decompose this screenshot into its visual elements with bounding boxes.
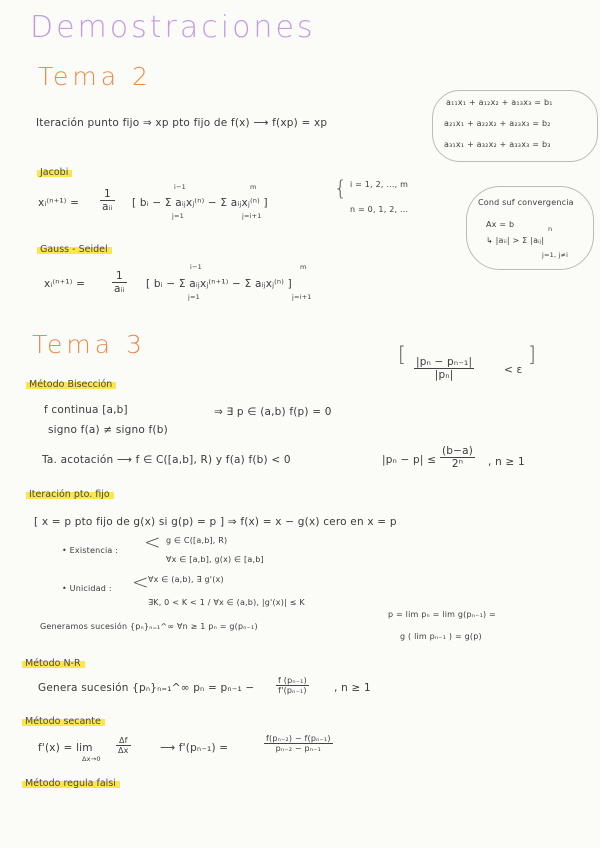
iteracion-label: Iteración pto. fijo [26,488,114,500]
acot-den: 2ⁿ [451,458,464,470]
unicidad-label: • Unicidad : [62,584,112,593]
bis-signo: signo f(a) ≠ signo f(b) [48,424,168,436]
nr-num: f (pₙ₋₁) [278,676,307,685]
jacobi-body: [ bᵢ − Σ aᵢⱼxⱼ⁽ⁿ⁾ − Σ aᵢⱼxⱼ⁽ⁿ⁾ ] [132,197,268,209]
gauss-frac-den: aᵢᵢ [114,283,125,295]
tema2-heading: Tema 2 [38,62,152,91]
existencia-1: g ∈ C([a,b], R) [166,536,228,545]
stop-den: |pₙ| [434,369,454,381]
stop-bracket-right: ] [528,342,536,366]
jacobi-cond-n: n = 0, 1, 2, ... [350,205,409,214]
system-eq-1: a₁₁x₁ + a₁₂x₂ + a₁₃x₃ = b₁ [446,98,553,107]
jacobi-cond-i: i = 1, 2, ..., m [350,180,409,189]
jacobi-sum2-top: m [250,183,257,191]
regula-falsi-label: Método regula falsi [22,777,120,789]
cond-line2: ↳ |aᵢᵢ| > Σ |aᵢⱼ| [486,236,545,245]
jacobi-fraction [100,188,115,213]
bis-implies: ⇒ ∃ p ∈ (a,b) f(p) = 0 [214,406,332,418]
cond-sum-bot: j=1, j≠i [542,251,569,259]
generamos-line: Generamos sucesión {pₙ}ₙ₌₁^∞ ∀n ≥ 1 pₙ = g(pₙ₋₁) [40,622,258,631]
bis-continua: f continua [a,b] [44,404,128,416]
iteracion-punto-fijo-line: Iteración punto fijo ⇒ xp pto fijo de f(x) ⟶ f(xp) = xp [36,117,328,129]
acot-num: (b−a) [442,445,474,457]
secante-delta-fraction [116,736,131,755]
page-title: Demostraciones [30,10,316,45]
sec-num: f(pₙ₋₂) − f(pₙ₋₁) [266,734,331,743]
stop-criterion-fraction [414,356,474,381]
unicidad-brace: < [132,570,149,594]
jacobi-label: Jacobi [37,166,72,178]
jacobi-frac-num: 1 [100,188,115,201]
acotacion-line: Ta. acotación ⟶ f ∈ C([a,b], R) y f(a) f(b) < 0 [42,454,291,466]
gauss-seidel-label: Gauss - Seidel [37,243,112,255]
secante-fraction [264,734,333,753]
acotacion-fraction [440,445,475,470]
nr-cond: , n ≥ 1 [334,682,371,694]
iteracion-definition: [ x = p pto fijo de g(x) si g(p) = p ] ⇒ f(x) = x − g(x) cero en x = p [34,516,397,528]
limit-line-2: g ( lim pₙ₋₁ ) = g(p) [400,632,482,641]
jacobi-sum2-bot: j=i+1 [242,212,262,220]
nr-fraction [276,676,309,695]
secante-lim-sub: Δx→0 [82,755,101,763]
gauss-sum2-bot: j=i+1 [292,293,312,301]
gauss-frac-num: 1 [112,270,127,283]
nr-line: Genera sucesión {pₙ}ₙ₌₁^∞ pₙ = pₙ₋₁ − [38,682,255,694]
unicidad-1: ∀x ∈ (a,b), ∃ g'(x) [148,575,224,584]
cond-line1: Ax = b [486,220,515,229]
limit-line-1: p = lim pₙ = lim g(pₙ₋₁) = [388,610,496,619]
gauss-lhs: xᵢ⁽ⁿ⁺¹⁾ = [44,278,86,290]
sec-delta-den: Δx [118,746,129,755]
existencia-2: ∀x ∈ [a,b], g(x) ∈ [a,b] [166,555,264,564]
jacobi-sum1-bot: j=1 [172,212,184,220]
gauss-fraction [112,270,127,295]
stop-num: |pₙ − pₙ₋₁| [416,356,473,368]
sec-den: pₙ₋₂ − pₙ₋₁ [275,744,322,753]
stop-bracket-left: [ [398,342,406,366]
existencia-brace: < [144,530,161,554]
tema3-heading: Tema 3 [32,330,146,359]
system-eq-2: a₂₁x₁ + a₂₂x₂ + a₂₃x₃ = b₂ [444,119,551,128]
gauss-sum1-bot: j=1 [188,293,200,301]
gauss-sum1-top: i−1 [190,263,202,271]
acotacion-bound: |pₙ − p| ≤ [382,454,437,466]
cond-title: Cond suf convergencia [478,198,574,207]
jacobi-sum1-top: i−1 [174,183,186,191]
secante-lhs: f'(x) = lim [38,742,93,754]
stop-rhs: < ε [504,364,523,376]
sec-delta-num: Δf [116,736,131,746]
biseccion-label: Método Bisección [26,378,116,390]
acotacion-cond: , n ≥ 1 [488,456,525,468]
cond-sum-top: n [548,225,553,233]
nr-label: Método N-R [22,657,85,669]
gauss-sum2-top: m [300,263,307,271]
existencia-label: • Existencia : [62,546,119,555]
jacobi-frac-den: aᵢᵢ [102,201,113,213]
secante-mid: ⟶ f'(pₙ₋₁) = [160,742,229,754]
system-eq-3: a₃₁x₁ + a₃₂x₂ + a₃₃x₃ = b₃ [444,140,551,149]
unicidad-2: ∃K, 0 < K < 1 / ∀x ∈ (a,b), |g'(x)| ≤ K [148,598,305,607]
secante-label: Método secante [22,715,105,727]
jacobi-lhs: xᵢ⁽ⁿ⁺¹⁾ = [38,197,80,209]
gauss-body: [ bᵢ − Σ aᵢⱼxⱼ⁽ⁿ⁺¹⁾ − Σ aᵢⱼxⱼ⁽ⁿ⁾ ] [146,278,292,290]
jacobi-brace: { [334,176,347,200]
nr-den: f'(pₙ₋₁) [278,686,307,695]
